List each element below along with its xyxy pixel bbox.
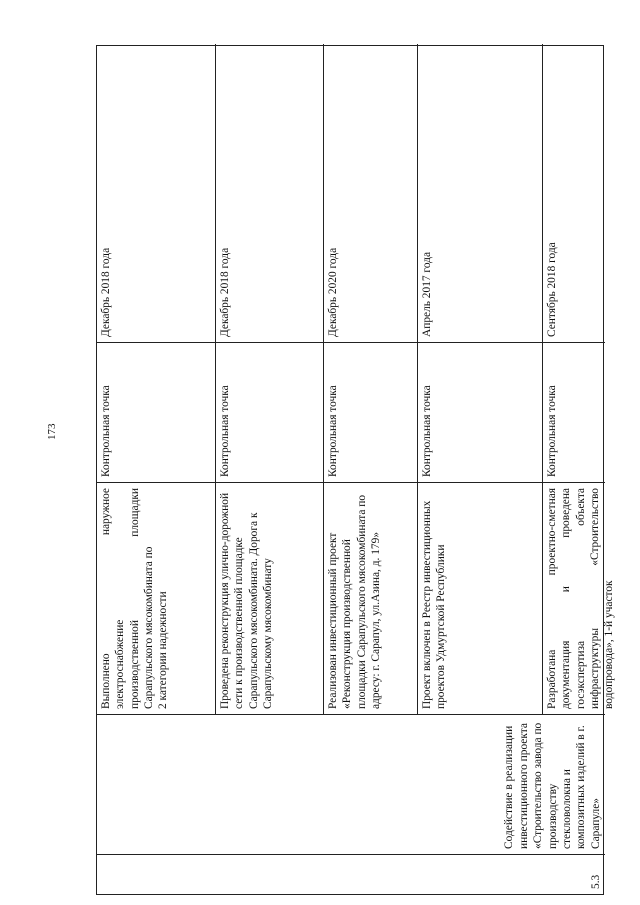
date-cell [216, 44, 324, 342]
result-cell [418, 482, 543, 714]
result-cell [216, 482, 324, 714]
type-cell [543, 342, 605, 482]
row-number-cell [418, 854, 605, 894]
result-word: наружное [100, 488, 112, 536]
date-cell [418, 44, 543, 342]
program-grid [96, 45, 616, 895]
page-number: 173 [46, 423, 58, 440]
result-word: проектно-сметная [546, 488, 558, 576]
result-word: Выполнено [100, 653, 112, 709]
date-text: Сентябрь 2018 года [546, 242, 558, 337]
result-word: производственной [128, 620, 141, 709]
result-cell [97, 482, 216, 714]
type-text: Контрольная точка [219, 385, 231, 477]
task-cell [97, 714, 418, 854]
date-text: Декабрь 2018 года [100, 247, 112, 337]
result-text: Реализован инвестиционный проект «Реконструкция производственной площадки Сарапульского мясокомбината по адресу: г. Сарапул, ул.Азина, д. 179» [327, 494, 383, 709]
result-word: объекта [574, 488, 587, 526]
date-text: Апрель 2017 года [421, 251, 433, 337]
row-number-cell [97, 854, 418, 894]
date-text: Декабрь 2018 года [219, 247, 231, 337]
type-text: Контрольная точка [100, 385, 112, 477]
result-word: водопровода», 1-й участок [603, 580, 616, 709]
result-word: Сарапульского мясокомбината по [143, 546, 156, 709]
result-word: документация [560, 640, 573, 709]
date-text: Декабрь 2020 года [327, 247, 339, 337]
date-cell [97, 44, 216, 342]
type-text: Контрольная точка [421, 385, 433, 477]
result-word: инфраструктуры [589, 628, 602, 709]
table-rotated [96, 45, 616, 895]
type-cell [418, 342, 543, 482]
result-word: Разработана [546, 649, 558, 709]
result-word: электроснабжение [114, 619, 127, 709]
task-cell [418, 714, 605, 854]
result-word: 2 категории надежности [157, 591, 170, 709]
result-cell [324, 482, 418, 714]
date-cell [324, 44, 418, 342]
task-text: Содействие в реализации инвестиционного проекта «Строительство завода по производству стекловолокна и композитных изделий в г. Сарапуле» [503, 722, 602, 849]
type-cell [216, 342, 324, 482]
type-cell [97, 342, 216, 482]
type-text: Контрольная точка [327, 385, 339, 477]
type-cell [324, 342, 418, 482]
row-number: 5.3 [589, 874, 602, 889]
result-text: Проведена реконструкция улично-дорожной сети к производственной площадке Сарапульского мясокомбината. Дорога к Сарапульскому мясокомбинату [219, 492, 275, 709]
result-cell [543, 482, 616, 714]
result-word: площадки [128, 488, 141, 537]
result-word: проведена [560, 488, 573, 538]
result-word: «Строительство [589, 488, 602, 566]
type-text: Контрольная точка [546, 385, 558, 477]
date-cell [543, 44, 605, 342]
result-word: госэкспертиза [574, 640, 587, 709]
result-word: и [560, 586, 573, 593]
result-text: Проект включен в Реестр инвестиционных проектов Удмуртской Республики [421, 500, 448, 709]
